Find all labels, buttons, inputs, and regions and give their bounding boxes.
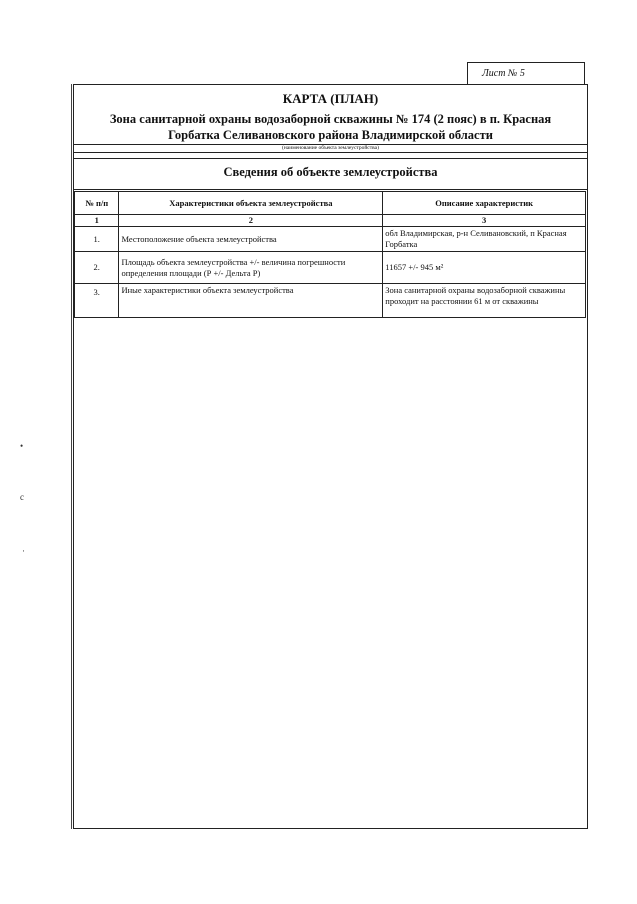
col-header-characteristic: Характеристики объекта землеустройства [119,192,383,215]
col-number-1: 1 [75,215,119,227]
row-description: Зона санитарной охраны водозаборной скважины проходит на расстоянии 61 м от скважины [383,284,586,318]
col-header-description: Описание характеристик [383,192,586,215]
row-description: 11657 +/- 945 м² [383,252,586,284]
object-caption: (наименование объекта землеустройства) [282,145,379,151]
row-description: обл Владимирская, р-н Селивановский, п Красная Горбатка [383,227,586,252]
doc-subtitle-line2: Горбатка Селивановского района Владимирской области [168,128,493,142]
margin-mark: · [22,546,25,556]
margin-mark: c [20,492,24,502]
section-title: Сведения об объекте землеустройства [223,165,438,179]
row-characteristic: Площадь объекта землеустройства +/- величина погрешности определения площади (Р +/- Дельта Р) [119,252,383,284]
table-header-row [75,192,586,215]
table-number-row [75,215,586,227]
col-number-2: 2 [119,215,383,227]
document-frame [73,84,588,829]
characteristics-table [74,191,586,318]
row-characteristic: Иные характеристики объекта землеустройства [119,284,383,318]
margin-mark: • [20,441,24,451]
sheet-number-label: Лист № 5 [467,62,585,84]
doc-subtitle-line1: Зона санитарной охраны водозаборной скважины № 174 (2 пояс) в п. Красная [109,112,552,126]
divider [74,158,587,159]
row-number: 3. [75,284,119,318]
row-number: 2. [75,252,119,284]
table-row [75,227,586,252]
doc-title: КАРТА (ПЛАН) [282,91,379,106]
table-row [75,284,586,318]
divider [74,152,587,153]
divider [74,189,587,190]
doc-subtitle [80,111,581,143]
col-number-3: 3 [383,215,586,227]
col-header-number: № п/п [75,192,119,215]
table-row [75,252,586,284]
row-characteristic: Местоположение объекта землеустройства [119,227,383,252]
row-number: 1. [75,227,119,252]
